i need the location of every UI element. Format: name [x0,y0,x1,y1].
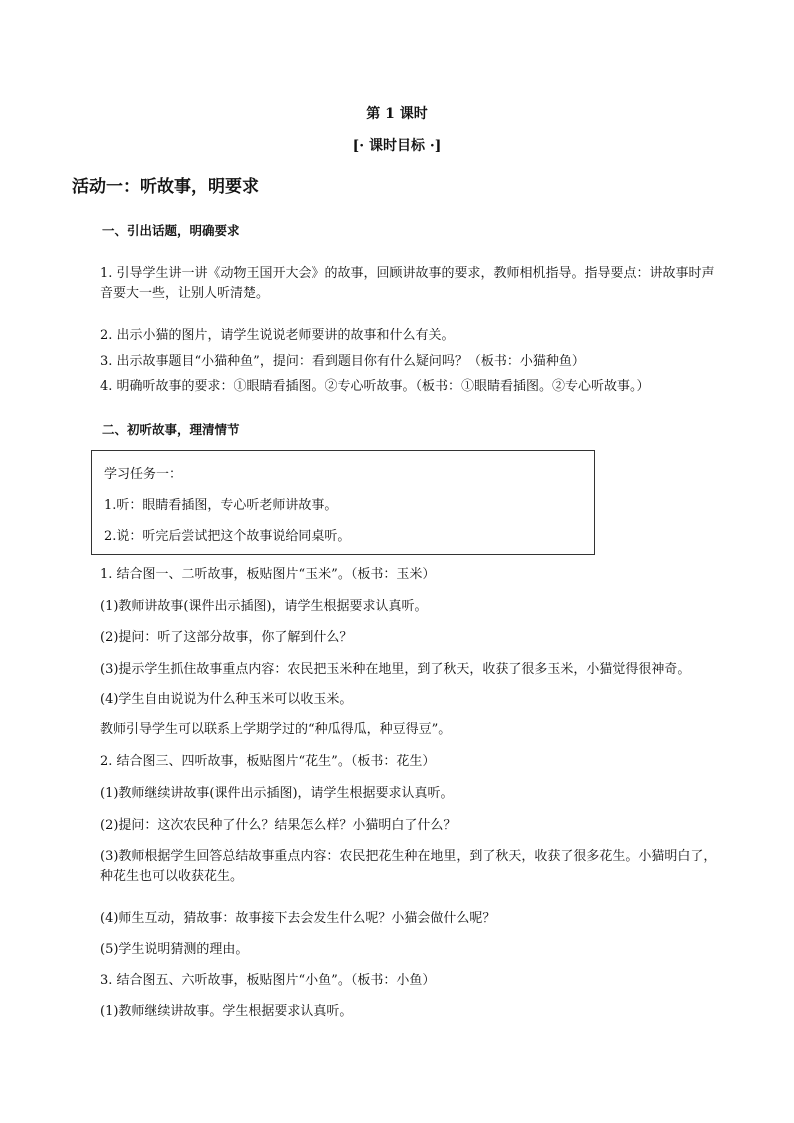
story-line: (1)教师继续讲故事(课件出示插图)，请学生根据要求认真听。 [100,786,454,801]
task-item-listen: 1.听：眼睛看插图，专心听老师讲故事。 [104,498,338,513]
learning-task-box [91,450,595,555]
paragraph-1-text: 1. 引导学生讲一讲《动物王国开大会》的故事，回顾讲故事的要求，教师相机指导。指导要点：讲故事时声音要大一些，让别人听清楚。 [100,266,715,301]
activity-heading: 活动一：听故事，明要求 [72,177,259,197]
story-line: (4)师生互动，猜故事：故事接下去会发生什么呢？小猫会做什么呢？ [100,911,496,926]
task-item-speak: 2.说：听完后尝试把这个故事说给同桌听。 [104,529,351,544]
story-line: (3)提示学生抓住故事重点内容：农民把玉米种在地里，到了秋天，收获了很多玉米，小猫觉得很神奇。 [100,662,691,677]
story-line: (3)教师根据学生回答总结故事重点内容：农民把花生种在地里，到了秋天，收获了很多花生。小猫明白了，种花生也可以收获花生。 [100,849,717,884]
paragraph-2: 2. 出示小猫的图片，请学生说说老师要讲的故事和什么有关。 [100,328,455,343]
paragraph-3: 3. 出示故事题目“小猫种鱼”，提问：看到题目你有什么疑问吗？（板书：小猫种鱼） [100,354,585,369]
section-heading-1: 一、引出话题，明确要求 [102,223,240,238]
story-line: 教师引导学生可以联系上学期学过的“种瓜得瓜，种豆得豆”。 [100,722,452,737]
story-line: (2)提问：这次农民种了什么？结果怎么样？小猫明白了什么？ [100,818,457,833]
story-line: (1)教师继续讲故事。学生根据要求认真听。 [100,1004,353,1019]
story-line: (2)提问：听了这部分故事，你了解到什么？ [100,630,353,645]
task-box-title: 学习任务一： [104,467,183,482]
story-line: 2. 结合图三、四听故事，板贴图片“花生”。（板书：花生） [100,754,436,769]
story-line: (4)学生自由说说为什么种玉米可以收玉米。 [100,692,353,707]
lesson-goal-heading: [· 课时目标 ·] [352,138,442,154]
section-heading-2: 二、初听故事，理清情节 [102,422,240,437]
lesson-title: 第 1 课时 [366,106,428,122]
paragraph-1 [100,264,726,304]
story-line: (5)学生说明猜测的理由。 [100,942,249,957]
paragraph-4: 4. 明确听故事的要求：①眼睛看插图。②专心听故事。（板书：①眼睛看插图。②专心听故事。） [100,379,650,394]
story-line: (1)教师讲故事(课件出示插图)，请学生根据要求认真听。 [100,599,428,614]
story-line: 3. 结合图五、六听故事，板贴图片“小鱼”。（板书：小鱼） [100,973,436,988]
story-line: 1. 结合图一、二听故事，板贴图片“玉米”。（板书：玉米） [100,567,436,582]
